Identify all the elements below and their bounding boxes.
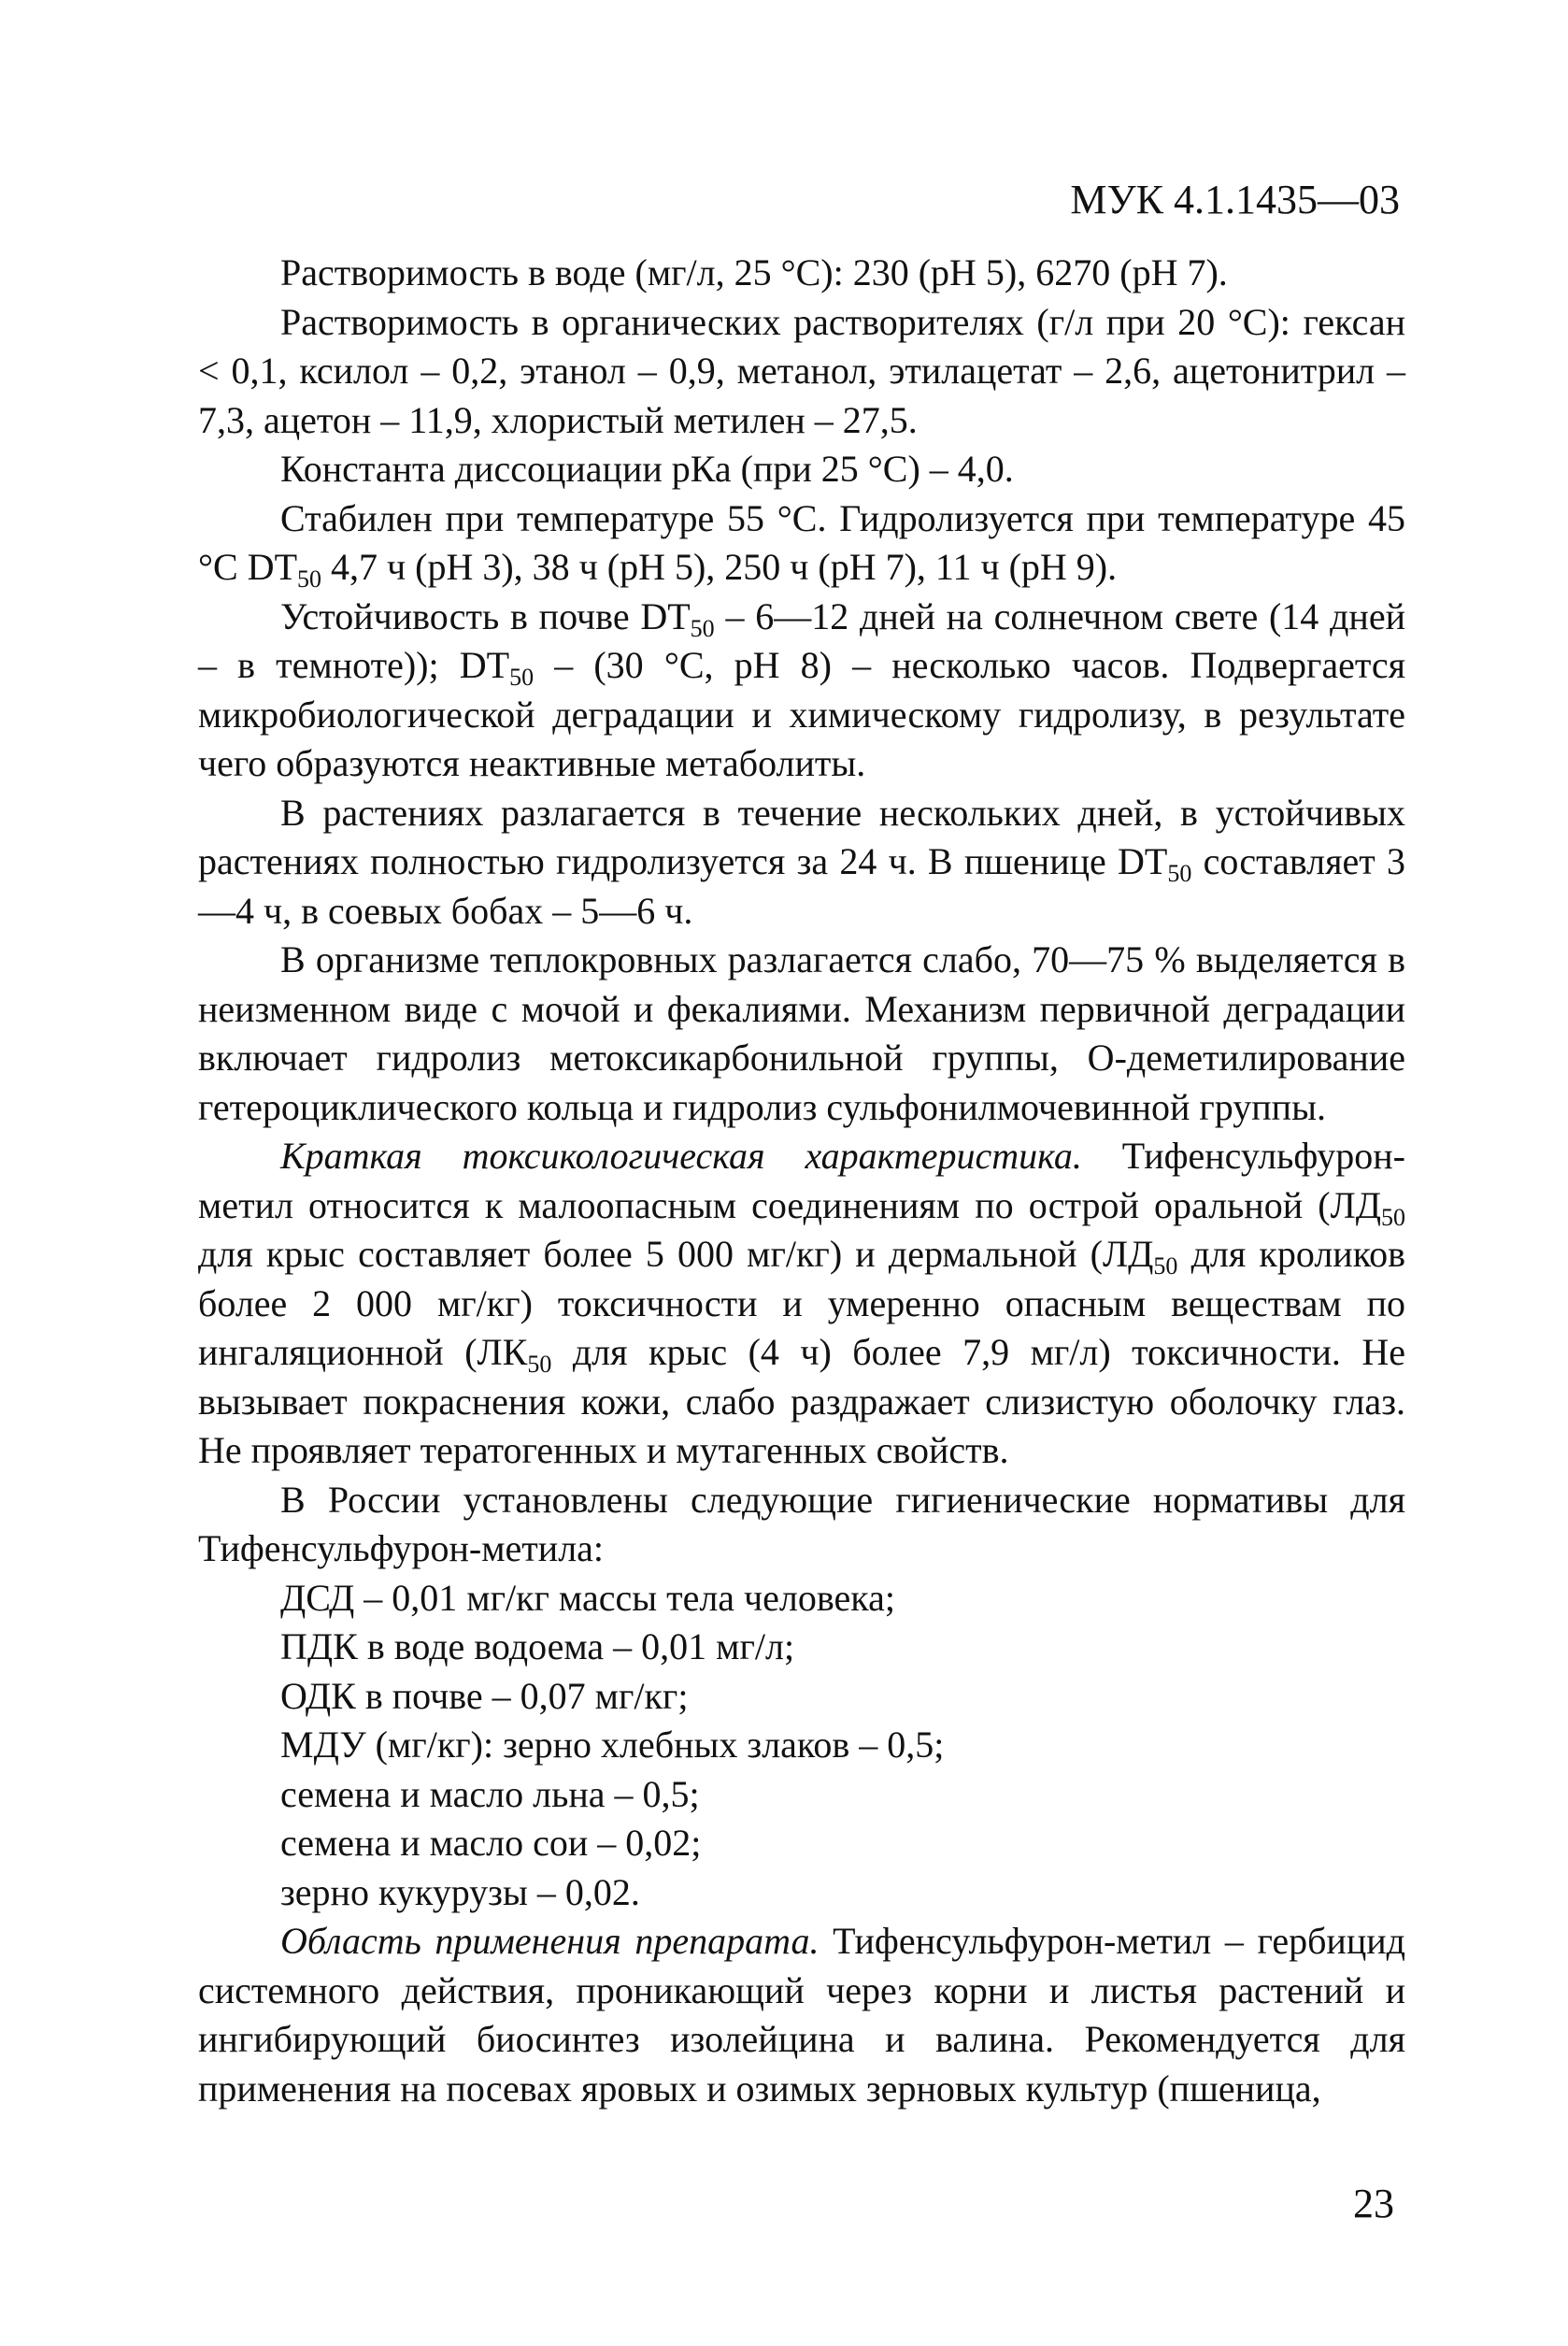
paragraph-pka: Константа диссоциации рКа (при 25 °С) – 4,0. (280, 448, 1014, 490)
norm-item: МДУ (мг/кг): зерно хлебных злаков – 0,5; (280, 1724, 945, 1766)
document-code-header: МУК 4.1.1435—03 (1070, 177, 1400, 222)
text-run: – 6—12 дней на солнечном свете (14 дней – в темноте)); DT (198, 594, 1406, 686)
paragraph-organism: В организме теплокровных разлагается слабо, 70—75 % выделяется в неизменном виде с мочой и фекалиями. Механизм первичной деградации включает гидролиз метоксикарбонильной группы, О-деметилирование гетероциклического кольца и гидролиз сульфонилмочевинной группы. (198, 938, 1405, 1128)
paragraph-solubility-water: Растворимость в воде (мг/л, 25 °С): 230 (рН 5), 6270 (рН 7). (280, 251, 1228, 293)
norm-item: ПДК в воде водоема – 0,01 мг/л; (280, 1625, 795, 1667)
paragraph-russia-norms: В России установлены следующие гигиенические нормативы для Тифенсульфурон-метила: (198, 1478, 1405, 1569)
text-run: для крыс (4 ч) более 7,9 мг/л) токсичности. Не вызывает покраснения кожи, слабо раздражает слизистую оболочку глаз. Не проявляет тератогенных и мутагенных свойств. (198, 1331, 1406, 1471)
text-run: 4,7 ч (рН 3), 38 ч (рН 5), 250 ч (рН 7), 11 ч (рН 9). (321, 546, 1118, 588)
paragraph-toxicology (198, 1132, 1405, 1476)
subscript: 50 (1167, 860, 1192, 887)
section-lead-italic: Краткая токсикологическая характеристика. (280, 1135, 1082, 1177)
section-lead-italic: Область применения препарата. (280, 1920, 820, 1962)
norm-item: ДСД – 0,01 мг/кг массы тела человека; (280, 1576, 895, 1619)
text-run: составляет 3—4 ч, в соевых бобах – 5—6 ч. (198, 840, 1405, 932)
norm-item: ОДК в почве – 0,07 мг/кг; (280, 1674, 689, 1717)
subscript: 50 (1381, 1203, 1405, 1231)
text-run: В растениях разлагается в течение нескольких дней, в устойчивых растениях полностью гидролизуется за 24 ч. В пшенице DT (198, 791, 1405, 882)
text-run: Тифенсульфурон-метил – гербицид системного действия, проникающий через корни и листья растений и ингибирующий биосинтез изолейцина и валина. Рекомендуется для применения на посевах яровых и озимых зерновых культур (пшеница, (198, 1920, 1405, 2110)
page-number: 23 (1353, 2181, 1394, 2226)
paragraph-application (198, 1917, 1405, 2113)
norm-item: зерно кукурузы – 0,02. (280, 1870, 640, 1913)
subscript: 50 (1153, 1252, 1178, 1280)
subscript: 50 (690, 614, 715, 642)
subscript: 50 (527, 1351, 552, 1378)
text-run: – (30 °С, рН 8) – несколько часов. Подвергается микробиологической деградации и химическому гидролизу, в результате чего образуются неактивные метаболиты. (198, 644, 1405, 784)
paragraph-soil-stability (198, 593, 1405, 789)
paragraph-stability (198, 494, 1405, 593)
subscript: 50 (297, 565, 321, 593)
norm-item: семена и масло льна – 0,5; (280, 1772, 700, 1815)
paragraph-plants (198, 789, 1405, 937)
paragraph-solubility-organic: Растворимость в органических растворителях (г/л при 20 °С): гексан < 0,1, ксилол – 0,2, этанол – 0,9, метанол, этилацетат – 2,6, ацетонитрил – 7,3, ацетон – 11,9, хлористый метилен – 27,5. (198, 300, 1405, 441)
text-run: для крыс составляет более 5 000 мг/кг) и дермальной (ЛД (198, 1233, 1154, 1275)
text-run: Устойчивость в почве DT (280, 594, 691, 637)
document-body (198, 249, 1405, 2113)
text-run: Стабилен при температуре 55 °С. Гидролизуется при температуре 45 °С DT (198, 496, 1405, 588)
text-run: Тифенсульфурон-метил относится к малоопасным соединениям по острой оральной (ЛД (198, 1135, 1406, 1226)
subscript: 50 (509, 664, 535, 691)
norm-item: семена и масло сои – 0,02; (280, 1822, 702, 1864)
text-run: для кроликов более 2 000 мг/кг) токсичности и умеренно опасным веществам по ингаляционной (ЛК (198, 1233, 1405, 1373)
